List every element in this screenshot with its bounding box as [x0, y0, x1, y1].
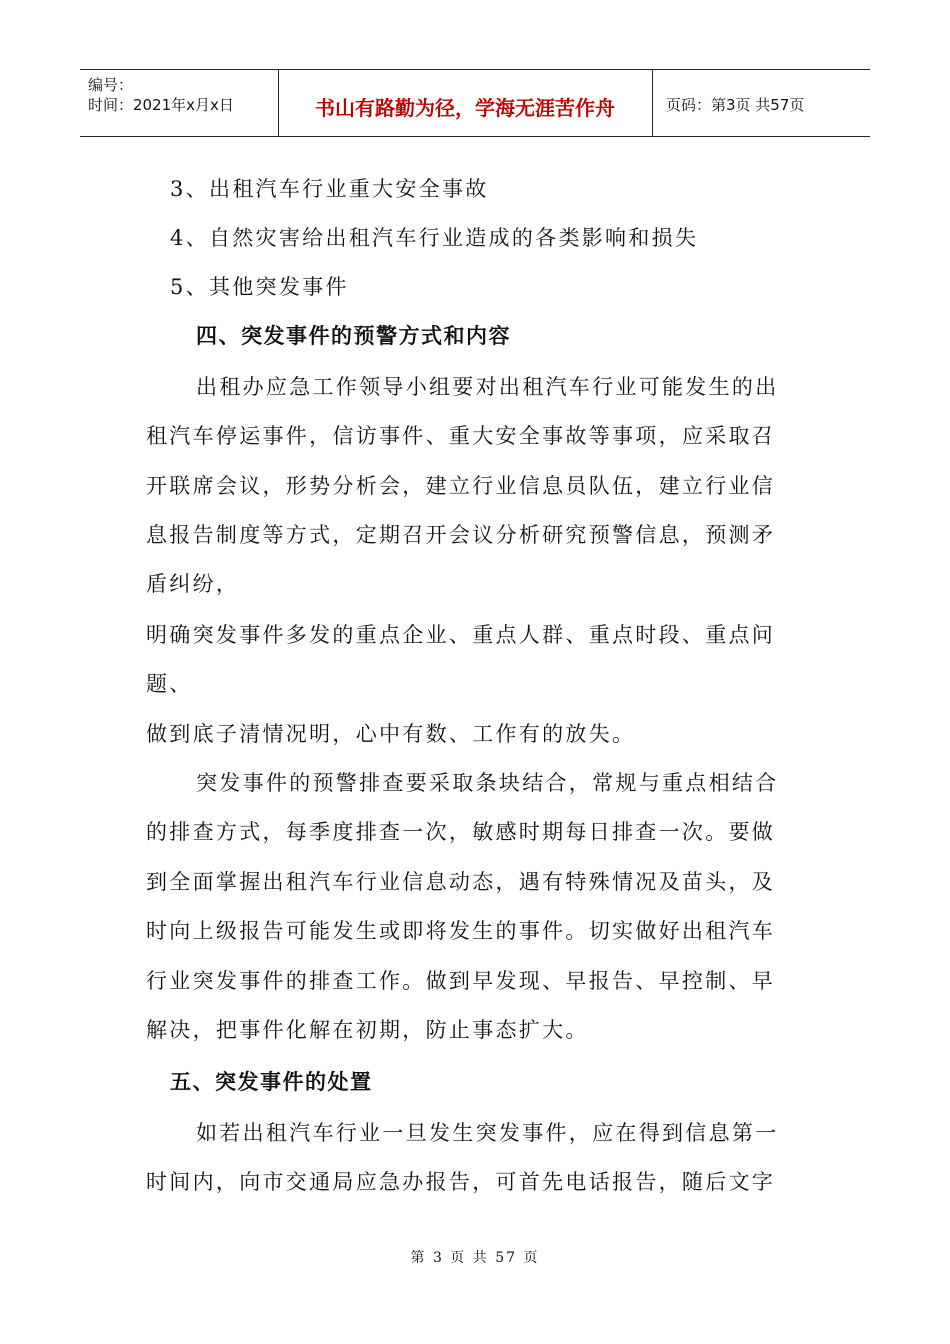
header-motto: 书山有路勤为径，学海无涯苦作舟 [315, 96, 615, 120]
page-footer: 第 3 页 共 57 页 [410, 1250, 540, 1266]
paragraph-line: 时向上级报告可能发生或即将发生的事件。切实做好出租汽车 [146, 919, 776, 943]
header-page-info: 页码：第3页 共57页 [666, 96, 805, 114]
paragraph-line: 的排查方式，每季度排查一次，敏感时期每日排查一次。要做 [146, 820, 776, 844]
section-4-heading: 四、突发事件的预警方式和内容 [196, 324, 511, 348]
paragraph-line: 明确突发事件多发的重点企业、重点人群、重点时段、重点问 [146, 623, 776, 647]
header-table [80, 69, 870, 137]
paragraph-line: 如若出租汽车行业一旦发生突发事件，应在得到信息第一 [196, 1121, 779, 1145]
paragraph-line: 时间内，向市交通局应急办报告，可首先电话报告，随后文字 [146, 1170, 776, 1194]
paragraph-line: 开联席会议，形势分析会，建立行业信息员队伍，建立行业信 [146, 474, 776, 498]
list-item: 5、其他突发事件 [170, 275, 349, 299]
paragraph-line: 突发事件的预警排查要采取条块结合，常规与重点相结合 [196, 771, 779, 795]
list-item: 4、自然灾害给出租汽车行业造成的各类影响和损失 [170, 226, 699, 250]
paragraph-line: 解决，把事件化解在初期，防止事态扩大。 [146, 1018, 589, 1042]
paragraph-line: 行业突发事件的排查工作。做到早发现、早报告、早控制、早 [146, 969, 776, 993]
header-meta-cell [80, 70, 279, 136]
paragraph-line: 租汽车停运事件，信访事件、重大安全事故等事项，应采取召 [146, 424, 776, 448]
section-5-heading: 五、突发事件的处置 [170, 1070, 373, 1094]
paragraph-line: 盾纠纷， [146, 572, 240, 596]
document-time-label: 时间：2021年x月x日 [88, 96, 234, 114]
paragraph-line: 做到底子清情况明，心中有数、工作有的放失。 [146, 722, 636, 746]
header-page-cell [652, 70, 870, 136]
paragraph-line: 出租办应急工作领导小组要对出租汽车行业可能发生的出 [196, 375, 779, 399]
list-item: 3、出租汽车行业重大安全事故 [170, 177, 489, 201]
paragraph-line: 到全面掌握出租汽车行业信息动态，遇有特殊情况及苗头，及 [146, 870, 776, 894]
paragraph-line: 息报告制度等方式，定期召开会议分析研究预警信息，预测矛 [146, 523, 776, 547]
document-number-label: 编号： [88, 76, 134, 94]
paragraph-line: 题、 [146, 672, 193, 696]
header-motto-cell [278, 70, 653, 136]
